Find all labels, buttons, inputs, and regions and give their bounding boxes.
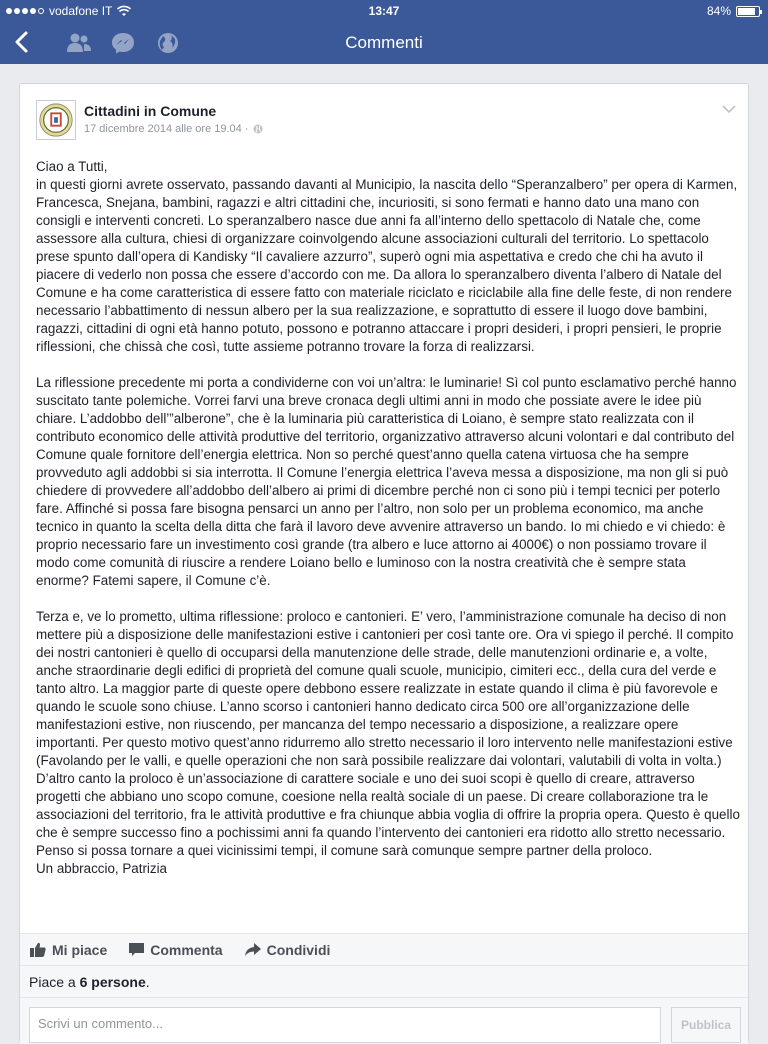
share-arrow-icon	[245, 943, 261, 957]
likes-count[interactable]: 6 persone	[79, 974, 146, 990]
likes-prefix: Piace a	[29, 974, 80, 990]
comment-button[interactable]	[129, 942, 222, 958]
page-avatar[interactable]	[36, 100, 76, 140]
post-options-chevron-icon[interactable]	[722, 104, 736, 114]
status-bar	[0, 0, 768, 22]
post-paragraph: Ciao a Tutti, in questi giorni avrete osservato, passando davanti al Municipio, la nascita dello “Speranzalbero” per opera di Karmen, Francesca, Snejana, bambini, ragazzi e altri cittadini che, incuriositi, si sono fermati e hanno dato una mano con consigli e interventi concreti. Lo speranzalbero nasce due anni fa all’interno dello spettacolo di Natale che, come assessore alla cultura, chiesi di organizzare coinvolgendo alcune associazioni culturali del territorio. Lo spettacolo prese spunto dall’opera di Kandisky “Il cavaliere azzurro”, superò ogni mia aspettativa e credo che chi ha avuto il piacere di vederlo non possa che essere d’accordo con me. Da allora lo speranzalbero diventa l’albero di Natale del Comune e ha come caratteristica di essere fatto con materiale riciclato e riciclabile alla fine delle feste, di non rendere necessario l’abbattimento di nessun albero per la sua realizzazione, e soprattutto di essere il luogo dove bambini, ragazzi, cittadini di ogni età hanno potuto, possono e potranno attaccare i propri desideri, i propri pensieri, le proprie riflessioni, che chissà che così, tutte assieme potranno trovare la forza di realizzarsi.	[36, 159, 738, 354]
comment-composer	[20, 997, 748, 1044]
like-label: Mi piace	[52, 941, 108, 958]
comment-label: Commenta	[150, 941, 223, 958]
likes-suffix: .	[145, 974, 150, 990]
post-date[interactable]: 17 dicembre 2014 alle ore 19.04 ·	[84, 123, 249, 135]
comment-input[interactable]: Scrivi un commento...	[29, 1007, 661, 1043]
clock: 13:47	[368, 4, 400, 18]
share-button[interactable]	[245, 942, 331, 958]
thumbs-up-icon	[30, 942, 46, 957]
publish-button[interactable]: Pubblica	[671, 1007, 741, 1043]
likes-summary[interactable]	[20, 965, 748, 997]
page-title: Commenti	[345, 33, 423, 52]
navigation-bar	[0, 22, 768, 64]
post-actions	[20, 933, 748, 965]
like-button[interactable]	[30, 942, 107, 958]
post-paragraph: Terza e, ve lo prometto, ultima riflessione: proloco e cantonieri. E’ vero, l’amministrazione comunale ha deciso di non mettere più a disposizione delle manifestazioni estive i cantonieri per così tante ore. Ora vi spiego il perché. Il compito dei nostri cantonieri è quello di occuparsi della manutenzione delle strade, delle manutenzioni ordinarie e, a volte, anche straordinarie degli edifici di proprietà del comune quali scuole, municipio, cimiteri ecc., della cura del verde e tanto altro. La maggior parte di queste opere debbono essere realizzate in estate quando il clima è più favorevole e quando le scuole sono chiuse. L’anno scorso i cantonieri hanno dedicato circa 500 ore all’organizzazione delle manifestazioni estive, non riuscendo, per mancanza del tempo necessario a disposizione, a realizzare opere importanti. Per questo motivo quest’anno ridurremo allo stretto necessario il loro intervento nelle manifestazioni estive (Favolando per le valli, e quelle operazioni che non sarà possibile realizzare dai volontari, valutabili di volta in volta.) D’altro canto la proloco è un’associazione di carattere sociale e uno dei suoi scopi è quello di creare, attraverso progetti che abbiano uno scopo comune, coesione nella realtà sociale di un paese. Di creare collaborazione tra le associazioni del territorio, fra le attività produttive e fra chiunque abbia voglia di offrire la propria opera. Questo è quello che è sempre successo fino a pochissimi anni fa quando l’intervento dei cantonieri era ridotto allo stretto necessario. Penso si possa tornare a quei vicinissimi tempi, il comune sarà comunque sempre partner della proloco. Un abbraccio, Patrizia	[36, 609, 740, 876]
battery-icon	[736, 6, 760, 17]
post-author[interactable]: Cittadini in Comune	[84, 103, 217, 119]
battery-area	[707, 4, 760, 18]
public-globe-icon	[253, 124, 263, 134]
post-meta	[84, 123, 263, 135]
carrier-label: vodafone IT	[49, 4, 113, 18]
post-card	[19, 83, 749, 1043]
battery-percent: 84%	[706, 4, 731, 18]
top-bar	[0, 0, 768, 64]
post-body	[36, 158, 740, 896]
post-paragraph: La riflessione precedente mi porta a condividerne con voi un’altra: le luminarie! Sì col punto esclamativo perché hanno suscitato tante polemiche. Vorrei farvi una breve cronaca degli ultimi anni in modo che possiate avere le idee più chiare. L’addobbo dell’”alberone”, che è la luminaria più caratteristica di Loiano, è sempre stato realizzata con il contributo economico delle attività produttive del territorio, organizzativo attraverso alcuni volontari e dal contributo del Comune quale fornitore dell’energia elettrica. Non so perché quest’anno quella catena virtuosa che ha sempre provveduto agli addobbi si sia interrotta. Il Comune l’energia elettrica l’aveva messa a disposizione, ma non gli si può chiedere di provvedere all’addobbo dell’albero ai primi di dicembre perché non ci sono più i tempi tecnici per poterlo fare. Affinché si possa fare bisogna pensarci un anno per l’altro, non solo per un problema economico, ma anche tecnico in quanto la scelta della ditta che farà il lavoro deve avvenire attraverso un bando. Io mi chiedo e vi chiedo: è proprio necessario fare un investimento così grande (tra albero e luce attorno ai 4000€) o non possiamo trovare il modo come comunità di riuscire a rendere Loiano bello e luminoso con la nostra creatività che è sempre stata enorme? Fatemi sapere, il Comune c’è.	[36, 375, 737, 588]
share-label: Condividi	[266, 941, 331, 958]
comment-bubble-icon	[129, 943, 144, 957]
